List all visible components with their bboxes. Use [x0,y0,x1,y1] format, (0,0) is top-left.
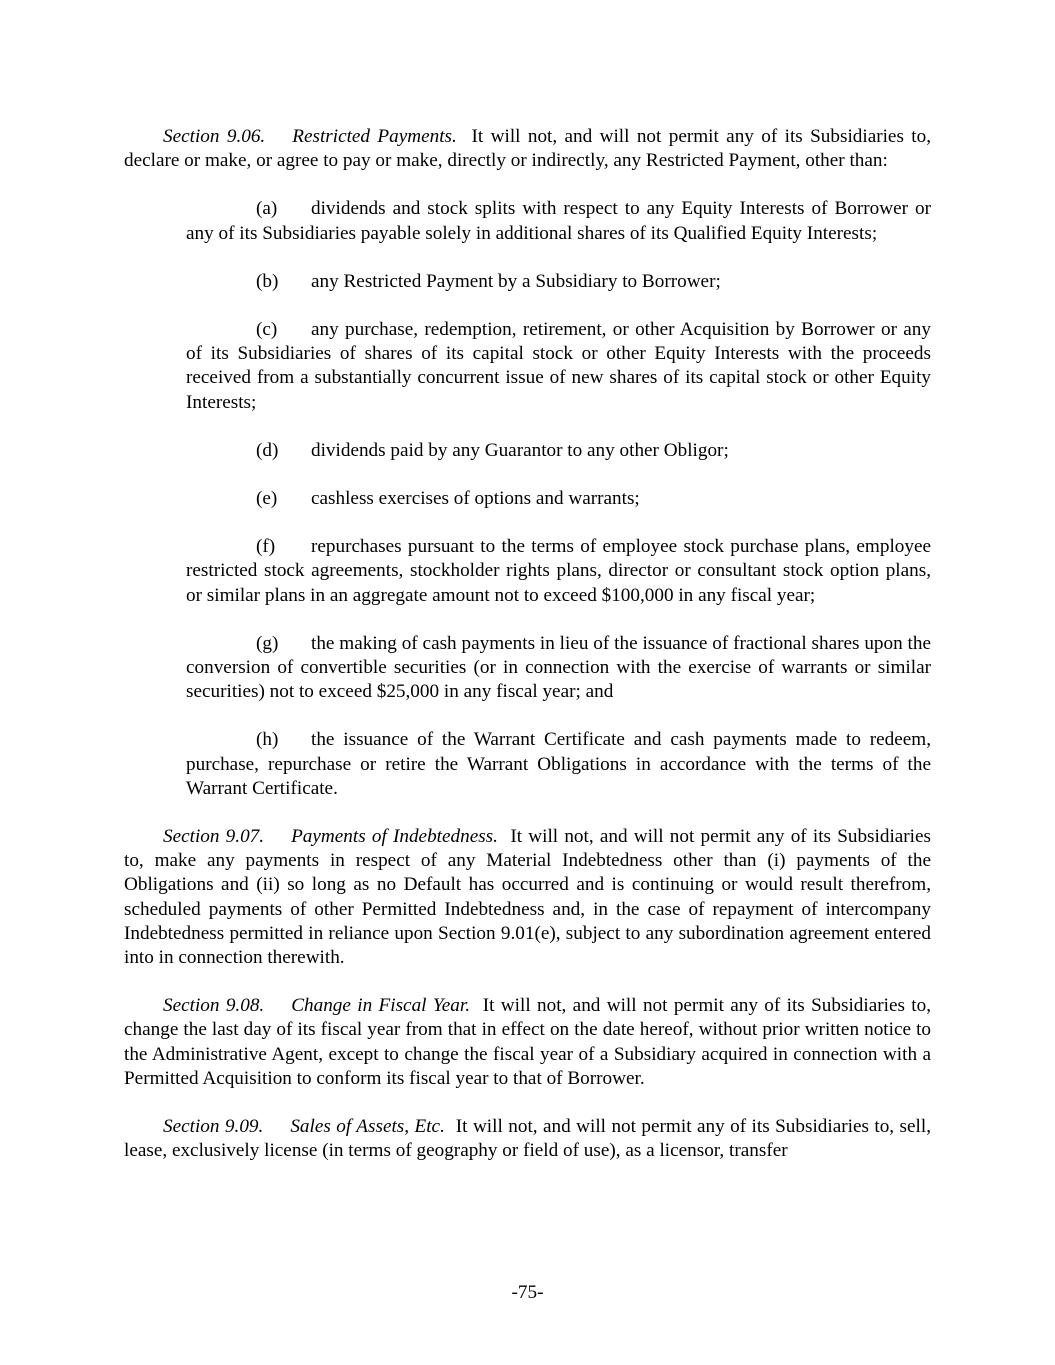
section-text: It will not, and will not permit any of its Subsidiaries to, make any payments in respect of any Material Indebtedness other than (i) payments of the Obligations and (ii) so long as no Default has occurred and is continuing or would result therefrom, scheduled payments of other Permitted Indebtedness and, in the case of repayment of intercompany Indebtedness permitted in reliance upon Section 9.01(e), subject to any subordination agreement entered into in connection therewith. [124,826,931,969]
list-item-f [186,535,931,608]
list-item-h [186,728,931,801]
item-text: cashless exercises of options and warrants; [311,488,640,510]
section-9-08 [124,994,931,1091]
list-item-a [186,197,931,245]
item-text: the making of cash payments in lieu of the issuance of fractional shares upon the conversion of convertible securities (or in connection with the exercise of warrants or similar securities) not to exceed $25,000 in any fiscal year; and [186,632,931,703]
item-text: dividends paid by any Guarantor to any other Obligor; [311,439,729,461]
section-text: It will not, and will not permit any of its Subsidiaries to, declare or make, or agree to pay or make, directly or indirectly, any Restricted Payment, other than: [124,126,932,172]
item-text: any purchase, redemption, retirement, or other Acquisition by Borrower or any of its Subsidiaries of shares of its capital stock or other Equity Interests with the proceeds received from a substantially concurrent issue of new shares of its capital stock or other Equity Interests; [186,319,931,413]
section-9-09 [124,1115,931,1163]
page-content [124,125,931,1164]
section-number: Section 9.06. [163,126,266,147]
item-label: (e) [256,488,278,510]
item-label: (f) [256,536,276,558]
item-text: dividends and stock splits with respect to any Equity Interests of Borrower or any of its Subsidiaries payable solely in additional shares of its Qualified Equity Interests; [186,198,931,244]
list-item-c [186,318,931,415]
list-item-d [186,439,931,463]
section-text: It will not, and will not permit any of its Subsidiaries to, change the last day of its fiscal year from that in effect on the date hereof, without prior written notice to the Administrative Agent, except to change the fiscal year of a Subsidiary acquired in connection with a Permitted Acquisition to conform its fiscal year to that of Borrower. [124,995,932,1089]
item-label: (h) [256,729,279,751]
page-number: -75- [511,1282,544,1303]
section-number: Section 9.08. [163,995,265,1017]
list-item-g [186,632,931,705]
section-title: Change in Fiscal Year. [291,995,471,1017]
section-9-07 [124,825,931,970]
section-number: Section 9.09. [163,1116,264,1138]
list-item-b [186,270,931,294]
section-title: Sales of Assets, Etc. [290,1116,445,1138]
section-text: It will not, and will not permit any of its Subsidiaries to, sell, lease, exclusively license (in terms of geography or field of use), as a licensor, transfer [124,1116,932,1162]
item-text: repurchases pursuant to the terms of employee stock purchase plans, employee restricted stock agreements, stockholder rights plans, director or consultant stock option plans, or similar plans in an aggregate amount not to exceed $100,000 in any fiscal year; [186,536,931,606]
section-title: Restricted Payments. [292,126,457,147]
item-label: (a) [256,198,278,220]
section-title: Payments of Indebtedness. [291,826,498,848]
list-item-e [186,487,931,511]
item-text: any Restricted Payment by a Subsidiary to Borrower; [311,270,721,292]
item-label: (g) [256,632,279,654]
section-number: Section 9.07. [163,826,265,848]
item-label: (d) [256,439,279,461]
section-9-06 [124,125,931,173]
item-label: (b) [256,270,279,292]
item-text: the issuance of the Warrant Certificate and cash payments made to redeem, purchase, repurchase or retire the Warrant Obligations in accordance with the terms of the Warrant Certificate. [186,729,931,799]
item-label: (c) [256,319,278,341]
